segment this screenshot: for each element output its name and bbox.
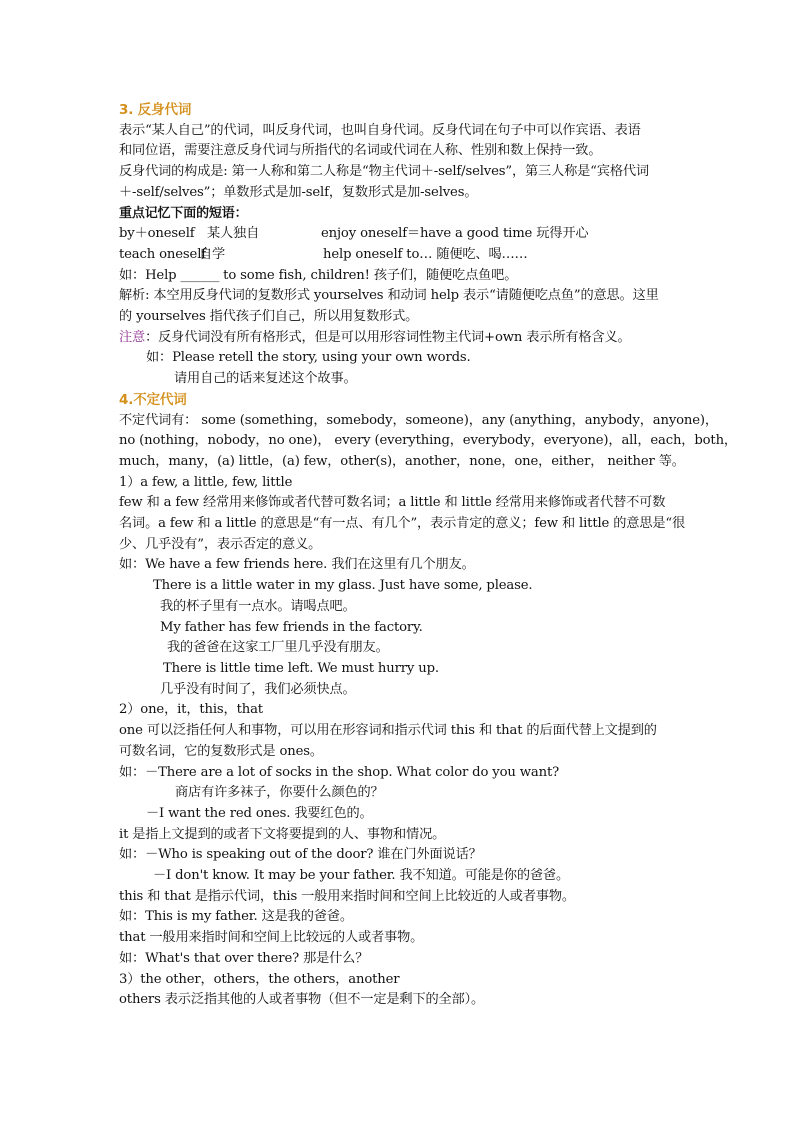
- phrase-meaning: 某人独自: [207, 226, 260, 242]
- phrase-term: help oneself to… 随便吃、喝……: [323, 246, 528, 262]
- paragraph-line: 少、几乎没有”，表示否定的意义。: [119, 536, 322, 552]
- paragraph-line: 和同位语，需要注意反身代词与所指代的名词或代词在人称、性别和数上保持一致。: [119, 143, 602, 159]
- paragraph-line: 反身代词的构成是: 第一人称和第二人称是“物主代词＋-self/selves”，第三人称是“宾格代词: [119, 164, 649, 180]
- note-line: [119, 328, 684, 349]
- paragraph-line: no (nothing，nobody，no one)， every (everything，everybody，everyone)，all，each，both，: [119, 433, 737, 449]
- example-line: 如：This is my father. 这是我的爸爸。: [119, 909, 353, 925]
- paragraph-line: ＋-self/selves”；单数形式是加-self，复数形式是加-selves。: [119, 184, 478, 200]
- phrase-meaning: 自学: [199, 246, 226, 262]
- paragraph-line: it 是指上文提到的或者下文将要提到的人、事物和情况。: [119, 826, 446, 842]
- example-line: 如：What's that over there? 那是什么？: [119, 950, 369, 966]
- phrase-term: enjoy oneself＝have a good time 玩得开心: [321, 226, 589, 242]
- example-line: There is a little water in my glass. Just have some, please.: [153, 578, 533, 594]
- section-heading-reflexive-pronouns: 3. 反身代词: [119, 102, 192, 118]
- subsection-title: 1）a few, a little, few, little: [119, 474, 293, 490]
- paragraph-line: 表示“某人自己”的代词，叫反身代词，也叫自身代词。反身代词在句子中可以作宾语、表语: [119, 122, 641, 138]
- example-line: －I don't know. It may be your father. 我不知道。可能是你的爸爸。: [153, 868, 570, 884]
- example-line: 如：－Who is speaking out of the door? 谁在门外面说话？: [119, 847, 482, 863]
- paragraph-line: 不定代词有： some (something，somebody，someone)，any (anything，anybody，anyone)，: [119, 412, 718, 428]
- paragraph-line: 解析: 本空用反身代词的复数形式 yourselves 和动词 help 表示“请随便吃点鱼”的意思。这里: [119, 288, 659, 304]
- example-line: My father has few friends in the factory.: [160, 619, 423, 635]
- paragraph-line: 可数名词，它的复数形式是 ones。: [119, 743, 323, 759]
- paragraph-line: one 可以泛指任何人和事物，可以用在形容词和指示代词 this 和 that 的后面代替上文提到的: [119, 723, 657, 739]
- phrases-title: 重点记忆下面的短语：: [119, 205, 248, 221]
- note-text: ：反身代词没有所有格形式，但是可以用形容词性物主代词+own 表示所有格含义。: [145, 329, 631, 345]
- example-line: －I want the red ones. 我要红色的。: [146, 805, 373, 821]
- note-label: 注意: [119, 329, 146, 345]
- paragraph-line: 的 yourselves 指代孩子们自己，所以用复数形式。: [119, 309, 419, 325]
- phrase-term: teach oneself: [119, 246, 206, 262]
- phrase-row: [119, 245, 684, 266]
- paragraph-line: 名词。a few 和 a little 的意思是“有一点、有几个”，表示肯定的意义；few 和 little 的意思是“很: [119, 516, 686, 532]
- section-heading-indefinite-pronouns: 4.不定代词: [119, 391, 187, 408]
- example-line: 请用自己的话来复述这个故事。: [174, 371, 357, 387]
- example-line: 几乎没有时间了，我们必须快点。: [160, 681, 356, 697]
- example-line: There is little time left. We must hurry up.: [163, 660, 439, 676]
- paragraph-line: much，many，(a) little，(a) few，other(s)，another，none，one，either， neither 等。: [119, 453, 685, 469]
- subsection-title: 2）one，it，this，that: [119, 702, 263, 718]
- subsection-title: 3）the other，others，the others，another: [119, 971, 400, 987]
- example-line: 商店有许多袜子，你要什么颜色的？: [175, 785, 384, 801]
- phrase-row: [119, 224, 684, 245]
- paragraph-line: this 和 that 是指示代词，this 一般用来指时间和空间上比较近的人或者事物。: [119, 888, 575, 904]
- example-line: 如：Please retell the story, using your own words.: [146, 350, 471, 366]
- example-line: 我的杯子里有一点水。请喝点吧。: [160, 598, 356, 614]
- example-line: 如：We have a few friends here. 我们在这里有几个朋友。: [119, 557, 475, 573]
- paragraph-line: few 和 a few 经常用来修饰或者代替可数名词；a little 和 little 经常用来修饰或者代替不可数: [119, 495, 666, 511]
- paragraph-line: that 一般用来指时间和空间上比较远的人或者事物。: [119, 930, 424, 946]
- example-line: 我的爸爸在这家工厂里几乎没有朋友。: [167, 640, 389, 656]
- paragraph-line: others 表示泛指其他的人或者事物（但不一定是剩下的全部）。: [119, 992, 485, 1008]
- example-line: 如：－There are a lot of socks in the shop. What color do you want?: [119, 764, 560, 780]
- phrase-term: by＋oneself: [119, 226, 195, 242]
- example-line: 如：Help ______ to some fish, children! 孩子们，随便吃点鱼吧。: [119, 267, 518, 283]
